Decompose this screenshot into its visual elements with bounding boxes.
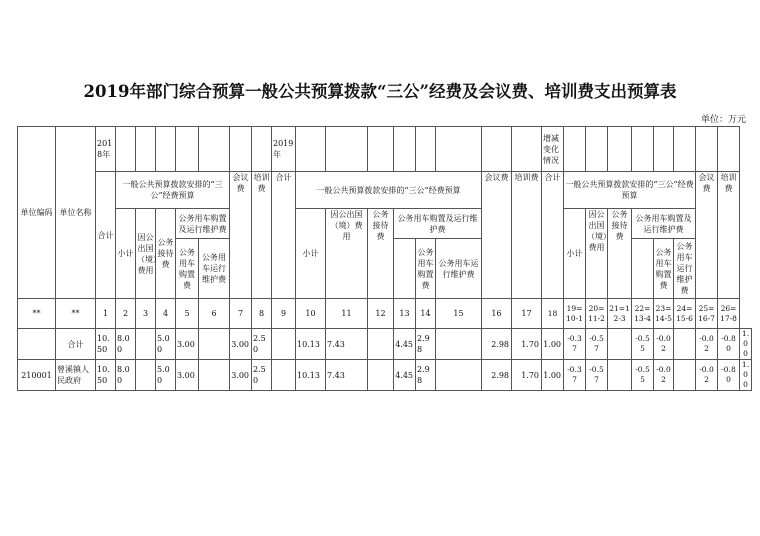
meeting-2019-header: 会议费 (482, 172, 512, 299)
table-row-total (18, 329, 752, 360)
subtotal-change-header: 小计 (564, 209, 586, 299)
total-change-header: 合计 (542, 172, 564, 299)
code-cell: 15 (436, 299, 482, 329)
car-buy-2019-header: 公务用车购置费 (416, 239, 436, 299)
total-2018-header: 合计 (96, 172, 116, 299)
value-cell: -0.57 (586, 360, 608, 391)
row-code: 210001 (18, 360, 56, 391)
row-code (18, 329, 56, 360)
code-cell: 10 (296, 299, 326, 329)
value-cell: -0.57 (586, 329, 608, 360)
value-cell: 3.00 (230, 360, 252, 391)
code-cell: 3 (136, 299, 156, 329)
value-cell: -0.55 (632, 360, 654, 391)
value-cell: 10.13 (296, 360, 326, 391)
sangong-change-header: 一般公共预算拨款安排的“三公”经费预算 (564, 172, 696, 209)
code-cell: 12 (368, 299, 394, 329)
code-cell: 24=15-6 (674, 299, 696, 329)
code-cell: 8 (252, 299, 272, 329)
code-cell: 13 (394, 299, 416, 329)
value-cell: 3.00 (230, 329, 252, 360)
code-cell: 20=11-2 (586, 299, 608, 329)
code-cell: 23=14-5 (654, 299, 674, 329)
abroad-2018-header: 因公出国（境）费用 (136, 209, 156, 299)
unit-code-header: 单位编码 (18, 127, 56, 299)
code-cell: 16 (482, 299, 512, 329)
code-cell: 14 (416, 299, 436, 329)
value-cell (608, 360, 632, 391)
reception-change-header: 公务接待费 (608, 209, 632, 299)
code-cell: 17 (512, 299, 542, 329)
value-cell: 2.98 (416, 360, 436, 391)
value-cell: -0.37 (564, 329, 586, 360)
value-cell (368, 329, 394, 360)
car-run-2018-header: 公务用车运行维护费 (199, 239, 230, 299)
value-cell (136, 360, 156, 391)
code-cell: 19=10-1 (564, 299, 586, 329)
change-header: 增减变化情况 (542, 127, 564, 172)
value-cell: -0.55 (632, 329, 654, 360)
value-cell: 1.00 (542, 360, 564, 391)
abroad-2019-header: 因公出国（境）费用 (326, 209, 368, 299)
value-cell: 2.98 (482, 329, 512, 360)
value-cell: 7.43 (326, 360, 368, 391)
value-cell (436, 360, 482, 391)
code-cell: 26=17-8 (718, 299, 740, 329)
value-cell: 2.50 (252, 360, 272, 391)
value-cell (272, 360, 296, 391)
reception-2019-header: 公务接待费 (368, 209, 394, 299)
car-2019-header: 公务用车购置及运行维护费 (394, 209, 482, 239)
code-cell: 9 (272, 299, 296, 329)
budget-table (17, 126, 752, 391)
value-cell: 8.00 (116, 329, 136, 360)
subtotal-2019-header: 小计 (296, 209, 326, 299)
value-cell: 1.70 (512, 360, 542, 391)
code-cell: ** (18, 299, 56, 329)
value-cell: 5.00 (156, 360, 176, 391)
value-cell: 4.45 (394, 329, 416, 360)
code-cell: 1 (96, 299, 116, 329)
value-cell: 10.50 (96, 360, 116, 391)
training-2019-header: 培训费 (512, 172, 542, 299)
car-run-2019-header: 公务用车运行维护费 (436, 239, 482, 299)
value-cell: -0.80 (718, 329, 740, 360)
value-cell (608, 329, 632, 360)
value-cell: -0.37 (564, 360, 586, 391)
unit-label: 单位：万元 (700, 115, 746, 125)
value-cell (136, 329, 156, 360)
value-cell: -0.02 (696, 360, 718, 391)
value-cell: 3.00 (176, 360, 199, 391)
code-cell: 5 (176, 299, 199, 329)
code-cell: 2 (116, 299, 136, 329)
training-change-header: 培训费 (718, 172, 740, 299)
row-name: 曾溪镇人民政府 (56, 360, 96, 391)
value-cell: -0.02 (654, 360, 674, 391)
code-cell: 21=12-3 (608, 299, 632, 329)
car-change-header: 公务用车购置及运行维护费 (632, 209, 696, 239)
sangong-2018-header: 一般公共预算拨款安排的“三公”经费预算 (116, 172, 230, 209)
code-cell: 22=13-4 (632, 299, 654, 329)
value-cell (272, 329, 296, 360)
value-cell: -0.80 (718, 360, 740, 391)
value-cell: 1.00 (740, 360, 752, 391)
car-2018-header: 公务用车购置及运行维护费 (176, 209, 230, 239)
code-cell: 4 (156, 299, 176, 329)
row-name: 合计 (56, 329, 96, 360)
code-cell: 18 (542, 299, 564, 329)
abroad-change-header: 因公出国（境）费用 (586, 209, 608, 299)
value-cell (199, 329, 230, 360)
year-2018-header: 2018年 (96, 127, 116, 172)
page-title: 2019年部门综合预算一般公共预算拨款“三公”经费及会议费、培训费支出预算表 (83, 82, 677, 101)
subtotal-2018-header: 小计 (116, 209, 136, 299)
value-cell: 4.45 (394, 360, 416, 391)
value-cell: 2.98 (482, 360, 512, 391)
value-cell (368, 360, 394, 391)
meeting-2018-header: 会议费 (230, 172, 252, 299)
year-2019-header: 2019年 (272, 127, 296, 172)
code-cell: 6 (199, 299, 230, 329)
value-cell: -0.02 (696, 329, 718, 360)
value-cell: 2.50 (252, 329, 272, 360)
value-cell: 3.00 (176, 329, 199, 360)
car-buy-change-header: 公务用车购置费 (654, 239, 674, 299)
code-cell: 25=16-7 (696, 299, 718, 329)
value-cell: 2.98 (416, 329, 436, 360)
car-buy-2018-header: 公务用车购置费 (176, 239, 199, 299)
value-cell: 10.50 (96, 329, 116, 360)
table-row-unit (18, 360, 752, 391)
code-cell: 11 (326, 299, 368, 329)
car-run-change-header: 公务用车运行维护费 (674, 239, 696, 299)
value-cell: 8.00 (116, 360, 136, 391)
value-cell (674, 329, 696, 360)
value-cell (674, 360, 696, 391)
value-cell (436, 329, 482, 360)
value-cell: 1.00 (542, 329, 564, 360)
code-cell: 7 (230, 299, 252, 329)
value-cell: 10.13 (296, 329, 326, 360)
meeting-change-header: 会议费 (696, 172, 718, 299)
training-2018-header: 培训费 (252, 172, 272, 299)
sangong-2019-header: 一般公共预算拨款安排的“三公”经费预算 (296, 172, 482, 209)
column-code-row (18, 299, 752, 329)
value-cell (199, 360, 230, 391)
code-cell: ** (56, 299, 96, 329)
value-cell: 5.00 (156, 329, 176, 360)
value-cell: 7.43 (326, 329, 368, 360)
unit-name-header: 单位名称 (56, 127, 96, 299)
value-cell: 1.70 (512, 329, 542, 360)
value-cell: -0.02 (654, 329, 674, 360)
value-cell: 1.00 (740, 329, 752, 360)
total-2019-header: 合计 (272, 172, 296, 299)
reception-2018-header: 公务接待费 (156, 209, 176, 299)
